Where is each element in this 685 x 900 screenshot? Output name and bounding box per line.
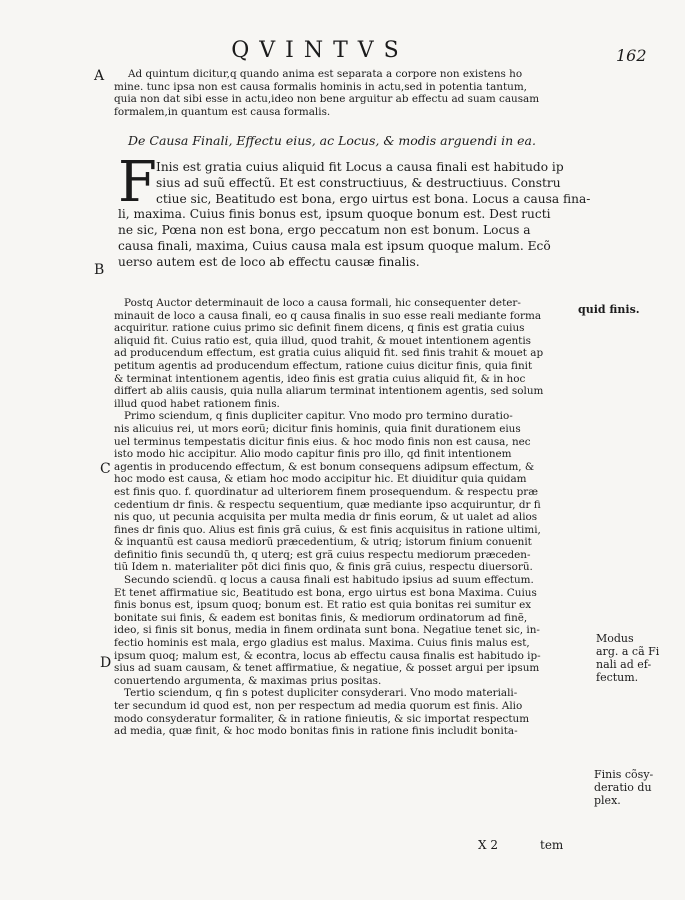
margin-marker-d: D xyxy=(100,655,112,671)
text-line: fectio hominis est mala, ergo gladius est malus. Maxima. Cuius finis malus est, xyxy=(114,637,530,650)
text-line: Postq Auctor determinauit de loco a causa formali, hic consequenter deter- xyxy=(124,297,521,309)
text-line: ad producendum effectum, est gratia cuius aliquid fit. sed finis trahit & mouet ap xyxy=(114,347,544,360)
text-line: est finis quo. f. quordinatur ad ulteriorem finem prosequendum. & respectu præ xyxy=(114,485,538,498)
signature-mark: X 2 xyxy=(478,838,498,852)
text-line: causa finali, maxima, Cuius causa mala est ipsum quoque malum. Ecõ xyxy=(118,238,551,253)
text-line: illud quod habet rationem finis. xyxy=(114,397,280,410)
text-line: uel terminus tempestatis dicitur finis eius. & hoc modo finis non est causa, nec xyxy=(114,435,531,448)
text-line: finis bonus est, ipsum quoq; bonum est. Et ratio est quia bonitas rei sumitur ex xyxy=(114,599,532,612)
text-line: nis alicuius rei, ut mors eorũ; dicitur finis hominis, quia finit durationem eius xyxy=(114,422,521,435)
text-line: ad media, quæ finit, & hoc modo bonitas finis in ratione finis includit bonita- xyxy=(114,725,518,738)
gloss-line: arg. a cã Fi xyxy=(596,645,660,658)
text-line: modo consyderatur formaliter, & in ratione finieutis, & sic importat respectum xyxy=(114,712,530,725)
text-line: ctiue sic, Beatitudo est bona, ergo uirtus est bona. Locus a causa fina- xyxy=(156,191,591,206)
text-line: isto modo hic accipitur. Alio modo capitur finis pro illo, qd finit intentionem xyxy=(114,448,512,461)
margin-note-finis-consyderatio xyxy=(594,768,653,807)
catchword: tem xyxy=(540,838,564,852)
text-line: acquiritur. ratione cuius primo sic definit finem dicens, q finis est gratia cuius xyxy=(114,322,525,335)
text-line: ipsum quoq; malum est, & econtra, locus ab effectu causa finalis est habitudo ip- xyxy=(114,649,541,662)
text-line: differt ab aliis causis, quia nulla aliarum terminat intentionem agentis, sed solum xyxy=(114,385,544,398)
text-line: conuertendo argumenta, & maximas prius positas. xyxy=(114,674,382,687)
text-line: Et tenet affirmatiue sic, Beatitudo est bona, ergo uirtus est bona Maxima. Cuius xyxy=(114,586,537,599)
drop-capital: F xyxy=(118,150,157,215)
text-line: agentis in producendo effectum, & est bonum consequens adipsum effectum, & xyxy=(114,460,535,473)
text-line: sius ad suũ effectũ. Et est constructiuus, & destructiuus. Constru xyxy=(156,175,561,190)
text-line: hoc modo est causa, & etiam hoc modo accipitur hic. Et diuiditur quia quidam xyxy=(114,473,527,486)
margin-marker-c: C xyxy=(100,461,111,477)
gloss-line: nali ad ef- xyxy=(596,658,652,671)
text-line: & inquantũ est causa mediorũ præcedentium, & utriq; istorum finium conuenit xyxy=(114,536,532,549)
text-line: uerso autem est de loco ab effectu causæ finalis. xyxy=(118,254,420,269)
text-line: li, maxima. Cuius finis bonus est, ipsum quoque bonum est. Dest ructi xyxy=(118,207,551,222)
section-heading: De Causa Finali, Effectu eius, ac Locus, & modis arguendi in ea. xyxy=(128,133,536,148)
text-line: Inis est gratia cuius aliquid fit Locus a causa finali est habitudo ip xyxy=(156,160,564,174)
gloss-line: Modus xyxy=(596,632,634,645)
margin-marker-b: B xyxy=(94,262,105,278)
margin-note-quid-finis: quid finis. xyxy=(578,303,640,316)
gloss-line: Finis cõsy- xyxy=(594,768,654,781)
chapter-text xyxy=(118,160,591,271)
text-line: aliquid fit. Cuius ratio est, quia illud, quod trahit, & mouet intentionem agentis xyxy=(114,334,532,347)
text-line: quia non dat sibi esse in actu,ideo non bene arguitur ab effectu ad suam causam xyxy=(114,93,540,106)
gloss-line: plex. xyxy=(594,794,621,807)
text-line: ter secundum id quod est, non per respectum ad media quorum est finis. Alio xyxy=(114,700,523,712)
text-line: petitum agentis ad producendum effectum, ratione cuius dicitur finis, quia finit xyxy=(114,359,533,372)
gloss-line: fectum. xyxy=(596,671,639,684)
gloss-line: deratio du xyxy=(594,781,652,794)
text-line: ideo, si finis sit bonus, media in finem ordinata sunt bona. Negatiue tenet sic, in- xyxy=(114,624,540,637)
text-line: cedentium dr finis. & respectu sequentium, quæ mediante ipso acquiruntur, dr fi xyxy=(114,498,541,511)
text-line: & terminat intentionem agentis, ideo finis est gratia cuius aliquid fit, & in hoc xyxy=(114,372,526,385)
margin-marker-a: A xyxy=(94,68,105,84)
text-line: Primo sciendum, q finis dupliciter capitur. Vno modo pro termino duratio- xyxy=(124,410,513,423)
text-line: fines dr finis quo. Alius est finis grã cuius, & est finis acquisitus in ratione ultimi, xyxy=(114,523,541,536)
text-line: ne sic, Pœna non est bona, ergo peccatum non est bonum. Locus a xyxy=(118,223,531,238)
margin-note-modus xyxy=(596,632,659,684)
commentary-text xyxy=(114,297,576,738)
running-title: QVINTVS xyxy=(231,38,409,63)
text-line: Ad quintum dicitur,q quando anima est separata a corpore non existens ho xyxy=(128,68,523,80)
page-number: 162 xyxy=(616,46,647,65)
text-line: definitio finis secundũ th, q uterq; est grã cuius respectu mediorum præceden- xyxy=(114,548,531,561)
text-line: minauit de loco a causa finali, eo q causa finalis in suo esse reali mediante forma xyxy=(114,309,542,322)
text-line: Tertio sciendum, q fin s potest dupliciter consyderari. Vno modo materiali- xyxy=(124,687,518,700)
text-line: tiũ Idem n. materialiter pōt dici finis quo, & finis grã cuius, respectu diuersorũ. xyxy=(114,561,533,574)
text-line: bonitate sui finis, & eadem est bonitas finis, & mediorum ordinatorum ad finẽ, xyxy=(114,611,528,624)
text-line: sius ad suam causam, & tenet affirmatiue, & negatiue, & posset argui per ipsum xyxy=(114,662,540,675)
intro-paragraph xyxy=(114,68,576,118)
text-line: mine. tunc ipsa non est causa formalis hominis in actu,sed in potentia tantum, xyxy=(114,80,527,93)
text-line: nis quo, ut pecunia acquisita per multa media dr finis eorum, & ut ualet ad alios xyxy=(114,511,538,524)
text-line: Secundo sciendũ. q locus a causa finali est habitudo ipsius ad suum effectum. xyxy=(124,574,534,587)
text-line: formalem,in quantum est causa formalis. xyxy=(114,105,331,118)
